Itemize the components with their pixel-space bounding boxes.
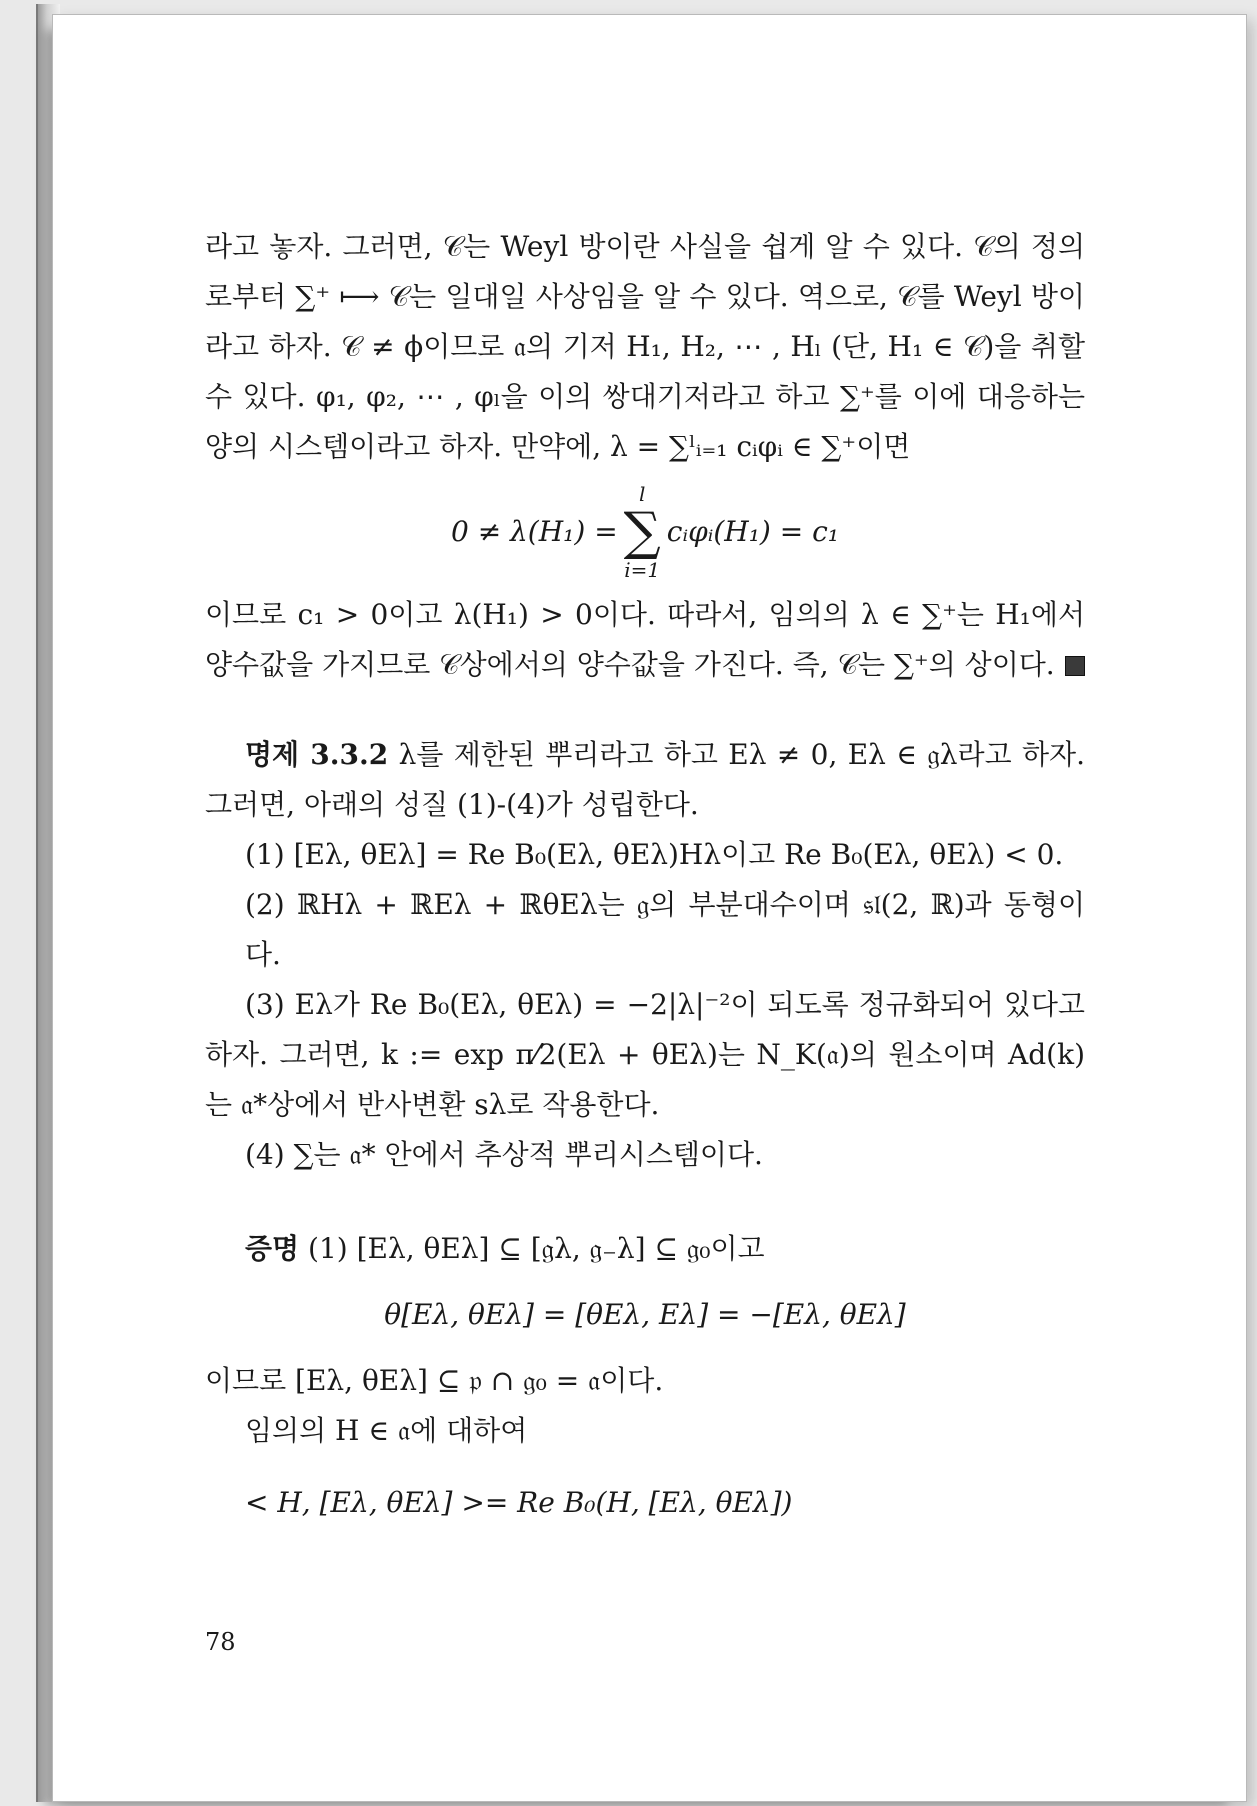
proposition-text: λ를 제한된 뿌리라고 하고 Eλ ≠ 0, Eλ ∈ 𝔤λ라고 하자. 그러면, 아래의 성질 (1)-(4)가 성립한다. bbox=[205, 738, 1085, 821]
paragraph-1: 라고 놓자. 그러면, 𝒞는 Weyl 방이란 사실을 쉽게 알 수 있다. 𝒞의 정의로부터 ∑⁺ ⟼ 𝒞는 일대일 사상임을 알 수 있다. 역으로, 𝒞를 Weyl 방이라고 하자. 𝒞 ≠ ϕ이므로 𝔞의 기저 H₁, H₂, ⋯ , Hₗ (단, H₁ ∈ 𝒞)을 취할 수 있다. φ₁, φ₂, ⋯ , φₗ을 이의 쌍대기저라고 하고 ∑⁺를 이에 대응하는 양의 시스템이라고 하자. 만약에, λ = ∑ˡᵢ₌₁ cᵢφᵢ ∈ ∑⁺이면 bbox=[205, 230, 1085, 463]
equation-inner-product: < H, [Eλ, θEλ] >= Re B₀(H, [Eλ, θEλ]) bbox=[245, 1486, 793, 1519]
proposition-item-1: (1) [Eλ, θEλ] = Re B₀(Eλ, θEλ)Hλ이고 Re B₀(Eλ, θEλ) < 0. bbox=[245, 838, 1064, 871]
proof bbox=[205, 1224, 1085, 1274]
equation-theta: θ[Eλ, θEλ] = [θEλ, Eλ] = −[Eλ, θEλ] bbox=[384, 1298, 906, 1331]
proposition-item-3: (3) Eλ가 Re B₀(Eλ, θEλ) = −2|λ|⁻²이 되도록 정규화되어 있다고 하자. 그러면, k := exp π⁄2(Eλ + θEλ)는 N_K(𝔞)의 원소이며 Ad(k)는 𝔞*상에서 반사변환 sλ로 작용한다. bbox=[205, 988, 1085, 1121]
qed-square-icon bbox=[1065, 656, 1085, 676]
proposition-item-2: (2) ℝHλ + ℝEλ + ℝθEλ는 𝔤의 부분대수이며 𝔰𝔩(2, ℝ)과 동형이다. bbox=[245, 888, 1085, 971]
paragraph-3: 이므로 [Eλ, θEλ] ⊆ 𝔭 ∩ 𝔤₀ = 𝔞이다. bbox=[205, 1364, 664, 1397]
summation-upper-limit: l bbox=[639, 482, 646, 506]
equation-sum-right: cᵢφᵢ(H₁) = c₁ bbox=[666, 515, 840, 548]
proposition-item-4: (4) ∑는 𝔞* 안에서 추상적 뿌리시스템이다. bbox=[245, 1138, 763, 1171]
page-number: 78 bbox=[205, 1628, 236, 1656]
summation-lower-limit: i=1 bbox=[624, 558, 661, 582]
summation bbox=[624, 484, 661, 580]
paragraph-2-text: 이므로 c₁ > 0이고 λ(H₁) > 0이다. 따라서, 임의의 λ ∈ ∑⁺는 H₁에서 양수값을 가지므로 𝒞상에서의 양수값을 가진다. 즉, 𝒞는 ∑⁺의 상이다. bbox=[205, 598, 1085, 681]
paragraph-4: 임의의 H ∈ 𝔞에 대하여 bbox=[245, 1414, 528, 1447]
equation-sum-left: 0 ≠ λ(H₁) = bbox=[450, 515, 618, 548]
proof-label: 증명 bbox=[245, 1232, 300, 1265]
page-content bbox=[205, 222, 1085, 1528]
summation-symbol: ∑ bbox=[623, 502, 661, 562]
proposition-label: 명제 3.3.2 bbox=[245, 738, 389, 771]
proposition bbox=[205, 730, 1085, 830]
equation-sum bbox=[205, 484, 1085, 580]
proof-text: (1) [Eλ, θEλ] ⊆ [𝔤λ, 𝔤₋λ] ⊆ 𝔤₀이고 bbox=[308, 1232, 765, 1265]
paragraph-2 bbox=[205, 590, 1085, 690]
